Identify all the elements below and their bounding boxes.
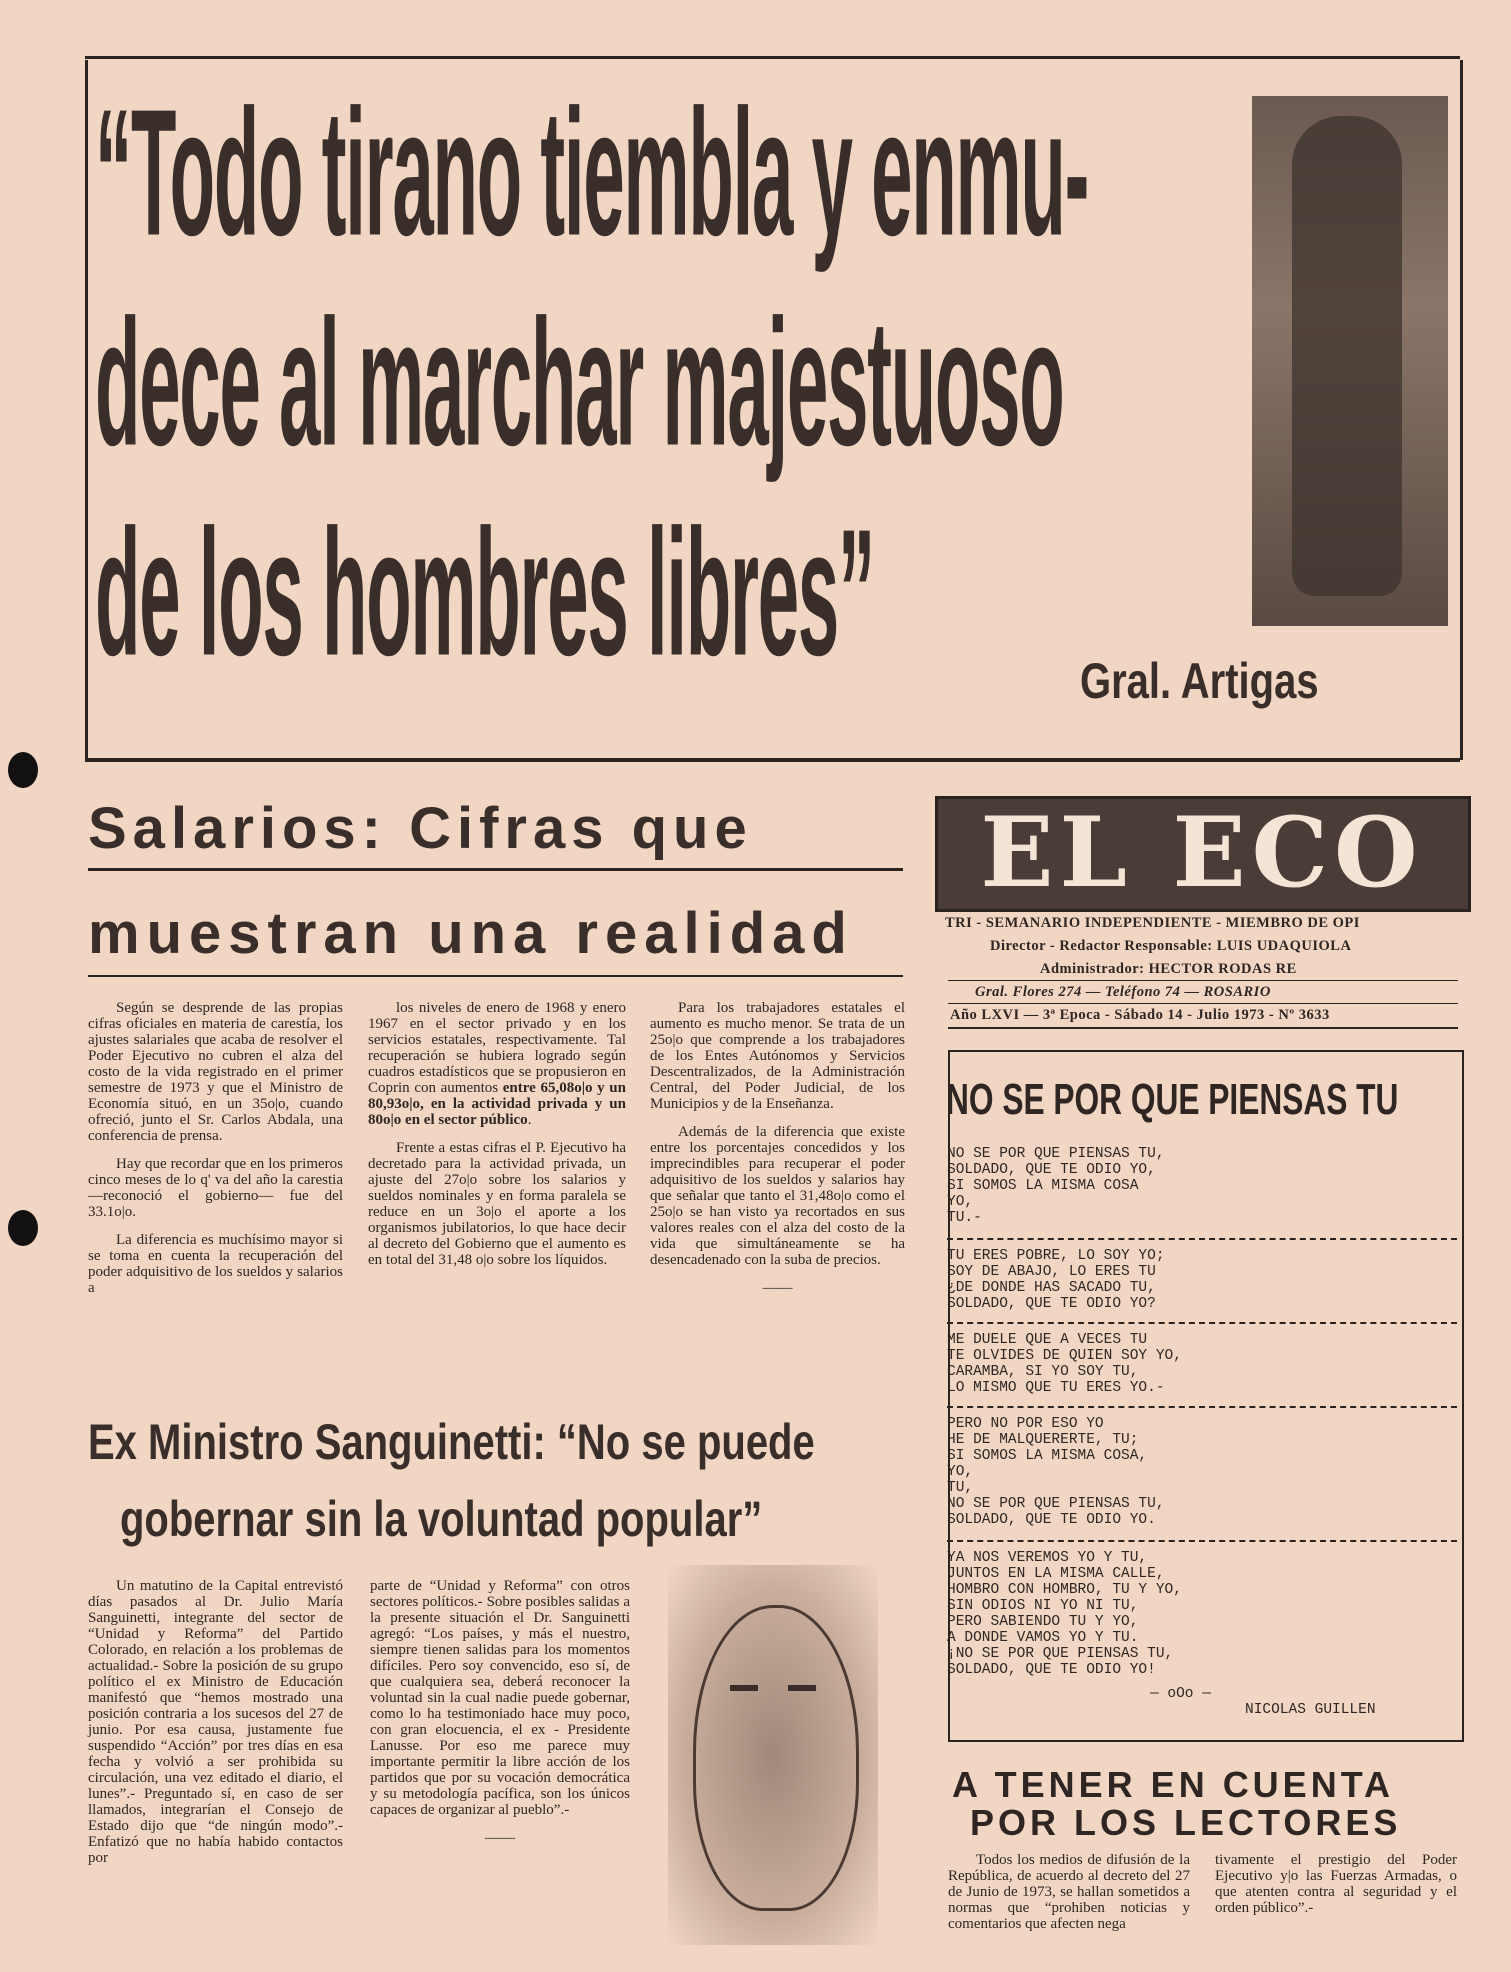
- headline-top-rule: [85, 56, 1460, 59]
- lectores-column-2: [1215, 1852, 1457, 1928]
- sanguinetti-column-2: [370, 1578, 630, 1846]
- poem-stanza-3: ME DUELE QUE A VECES TU TE OLVIDES DE QUIEN SOY YO, CARAMBA, SI YO SOY TU, LO MISMO QUE TU ERES YO.-: [947, 1332, 1182, 1396]
- sanguinetti-title-line-2: gobernar sin la voluntad popular”: [120, 1491, 763, 1547]
- paragraph-text: los niveles de enero de 1968 y enero 1967 en el sector privado y en los servicios estatales, respectivamente. Tal recuperación se hubiera logrado según cuadros estadísticos que se propusieron en Coprin con aumentos: [368, 1000, 626, 1096]
- paragraph: Además de la diferencia que existe entre los porcentajes concedidos y los imprecindibles para recuperar el poder adquisitivo de los sueldos y salarios hay que señalar que tanto el 31,48o|o como el 25o|o se han visto ya recortados en sus valores reales con el alza del costo de la vida que simultáneamente se ha desencadenado con la suba de precios.: [650, 1124, 905, 1268]
- salarios-title-line-1: Salarios: Cifras que: [88, 796, 753, 861]
- poem-stanza-4: PERO NO POR ESO YO HE DE MALQUERERTE, TU; SI SOMOS LA MISMA COSA, YO, TU, NO SE POR QUE PIENSAS TU, SOLDADO, QUE TE ODIO YO.: [947, 1416, 1165, 1528]
- headline-quote-line-3: de los hombres libres”: [95, 492, 874, 694]
- poem-stanza-5: YA NOS VEREMOS YO Y TU, JUNTOS EN LA MISMA CALLE, HOMBRO CON HOMBRO, TU Y YO, SIN ODIOS NI YO NI TU, PERO SABIENDO TU Y YO, A DONDE VAMOS YO Y TU. ¡NO SE POR QUE PIENSAS TU, SOLDADO, QUE TE ODIO YO!: [947, 1550, 1182, 1678]
- salarios-title-rule: [88, 868, 903, 871]
- paragraph: [368, 1000, 626, 1128]
- salarios-title-rule-bottom: [88, 975, 903, 977]
- masthead-rule: [948, 1027, 1458, 1029]
- salarios-column-2: [368, 1000, 626, 1280]
- paragraph: parte de “Unidad y Reforma” con otros sectores políticos.- Sobre posibles salidas a la presente situación el Dr. Sanguinetti agregó: “Los países, y más el nuestro, siempre tienen salidas para los momentos difíciles. Pero soy convencido, eso sí, de que cualquiera sea, deberá reconocer la voluntad sin la cual nadie puede gobernar, como lo ha testimoniado hace muy poco, con gran elocuencia, el ex - Presidente Lanusse. Por eso me parece muy importante permitir la libre acción de los partidos que por su vocación democrática y su metodología pacífica, son los únicos capaces de organizar al pueblo”.-: [370, 1578, 630, 1818]
- sanguinetti-title-line-1: Ex Ministro Sanguinetti: “No se puede: [88, 1414, 815, 1470]
- headline-attribution: Gral. Artigas: [1080, 653, 1319, 709]
- masthead-logo-box: [935, 796, 1471, 912]
- paragraph: Hay que recordar que en los primeros cinco meses de lo q' va del año la carestia —reconoció el gobierno— fue del 33.1o|o.: [88, 1156, 343, 1220]
- salarios-title-line-2: muestran una realidad: [88, 901, 854, 966]
- lectores-column-1: [948, 1852, 1190, 1944]
- headline-quote-line-1: “Todo tirano tiembla y enmu-: [95, 72, 1089, 274]
- paragraph: Todos los medios de difusión de la República, de acuerdo al decreto del 27 de Junio de 1973, se hallan sometidos a normas que “prohiben noticias y comentarios que afecten nega: [948, 1852, 1190, 1932]
- paragraph: Según se desprende de las propias cifras oficiales en materia de carestía, los ajustes salariales que acaba de resolver el Poder Ejecutivo no cubren el alza del costo de la vida registrado en el primer semestre de 1973 y que el Ministro de Economía situó, en un 35o|o, cuando ofreció, junto el Sr. Carlos Abdala, una conferencia de prensa.: [88, 1000, 343, 1144]
- paragraph-bold-text: entre 65,08o|o y un 80,93o|o, en la actividad privada y un 80o|o en el sector público: [368, 1080, 626, 1128]
- end-mark: ——: [762, 1280, 793, 1296]
- poem-divider: [947, 1238, 1457, 1240]
- lectores-title-line-2: POR LOS LECTORES: [970, 1802, 1402, 1843]
- masthead-rule: [948, 980, 1458, 981]
- salarios-column-3: [650, 1000, 905, 1296]
- masthead-line-5: Año LXVI — 3ª Epoca - Sábado 14 - Julio 1973 - Nº 3633: [950, 1007, 1330, 1023]
- sanguinetti-portrait-sketch: [668, 1565, 878, 1945]
- binder-hole: [8, 752, 38, 788]
- masthead-line-1: TRI - SEMANARIO INDEPENDIENTE - MIEMBRO DE OPI: [945, 915, 1360, 931]
- poem-divider: [947, 1540, 1457, 1542]
- poem-stanza-1: NO SE POR QUE PIENSAS TU, SOLDADO, QUE TE ODIO YO, SI SOMOS LA MISMA COSA YO, TU.-: [947, 1146, 1165, 1226]
- masthead-logo: EL ECO: [980, 796, 1424, 909]
- poem-title: NO SE POR QUE PIENSAS TU: [946, 1075, 1399, 1124]
- masthead-line-3: Administrador: HECTOR RODAS RE: [1040, 961, 1297, 977]
- sanguinetti-column-1: [88, 1578, 343, 1878]
- lectores-title-line-1: A TENER EN CUENTA: [952, 1764, 1395, 1805]
- artigas-statue-photo: [1252, 96, 1448, 626]
- poem-end-mark: — oOo —: [1150, 1686, 1211, 1702]
- salarios-column-1: [88, 1000, 343, 1308]
- paragraph-text: .: [527, 1112, 532, 1128]
- masthead-line-2: Director - Redactor Responsable: LUIS UDAQUIOLA: [990, 938, 1352, 954]
- poem-divider: [947, 1406, 1457, 1408]
- masthead-rule: [948, 1003, 1458, 1004]
- paragraph: Frente a estas cifras el P. Ejecutivo ha decretado para la actividad privada, un ajuste del 27o|o sobre los salarios y sueldos nominales y en forma paralela se reduce en un 3o|o el aporte a los organismos jubilatorios, lo que hace decir al decreto del Gobierno que el aumento es en total del 31,48 o|o sobre los líquidos.: [368, 1140, 626, 1268]
- paragraph: Para los trabajadores estatales el aumento es mucho menor. Se trata de un 25o|o que comprende a los trabajadores de los Entes Autónomos y Servicios Descentralizados, de la Administración Central, del Poder Judicial, de los Municipios y de la Enseñanza.: [650, 1000, 905, 1112]
- paragraph: Un matutino de la Capital entrevistó días pasados al Dr. Julio María Sanguinetti, integrante del sector de “Unidad y Reforma” del Partido Colorado, en relación a los problemas de actualidad.- Sobre la posición de su grupo político el ex Ministro de Educación manifestó que “hemos mostrado una posición contraria a los sucesos del 27 de junio. Por esa causa, justamente fue suspendido “Acción” por tres días en esa fecha y volvió a ser prohibida su circulación, una vez editado el diario, el lunes”.- Preguntado sí, en caso de ser llamados, integrarían el Consejo de Estado dijo que “de ningún modo”.- Enfatizó que no había habido contactos por: [88, 1578, 343, 1866]
- paragraph: La diferencia es muchísimo mayor si se toma en cuenta la recuperación del poder adquisitivo de los sueldos y salarios a: [88, 1232, 343, 1296]
- poem-stanza-2: TU ERES POBRE, LO SOY YO; SOY DE ABAJO, LO ERES TU ¿DE DONDE HAS SACADO TU, SOLDADO, QUE TE ODIO YO?: [947, 1248, 1165, 1312]
- end-mark: ——: [485, 1830, 515, 1846]
- binder-hole: [8, 1210, 38, 1246]
- masthead-line-4: Gral. Flores 274 — Teléfono 74 — ROSARIO: [975, 984, 1271, 1000]
- poem-author: NICOLAS GUILLEN: [1245, 1702, 1376, 1718]
- poem-divider: [947, 1322, 1457, 1324]
- headline-bottom-rule: [85, 758, 1460, 762]
- paragraph: tivamente el prestigio del Poder Ejecutivo y|o las Fuerzas Armadas, o que atenten contra al seguridad y el orden público”.-: [1215, 1852, 1457, 1916]
- headline-quote-line-2: dece al marchar majestuoso: [95, 282, 1064, 484]
